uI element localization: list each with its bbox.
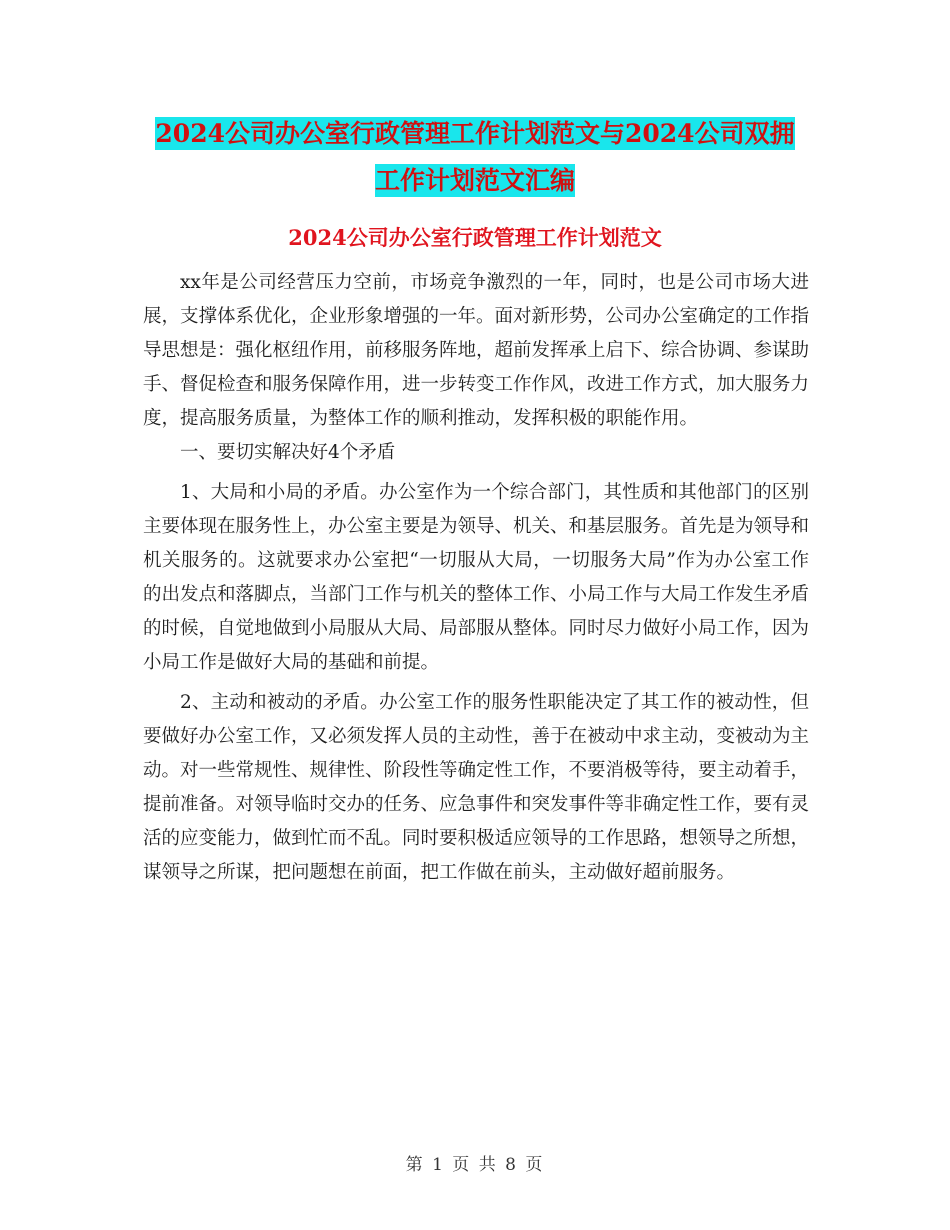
document-title-text: 2024公司办公室行政管理工作计划范文与2024公司双拥工作计划范文汇编 [155, 119, 795, 195]
page-footer: 第 1 页 共 8 页 [405, 1155, 545, 1175]
paragraph-item-2: 2、主动和被动的矛盾。办公室工作的服务性职能决定了其工作的被动性，但要做好办公室工作，又必须发挥人员的主动性，善于在被动中求主动，变被动为主动。对一些常规性、规律性、阶段性等确定性工作，不要消极等待，要主动着手，提前准备。对领导临时交办的任务、应急事件和突发事件等非确定性工作，要有灵活的应变能力，做到忙而不乱。同时要积极适应领导的工作思路，想领导之所想，谋领导之所谋，把问题想在前面，把工作做在前头，主动做好超前服务。 [143, 692, 810, 883]
section-title: 2024公司办公室行政管理工作计划范文 [288, 225, 662, 250]
paragraph-intro: xx年是公司经营压力空前，市场竞争激烈的一年，同时，也是公司市场大进展，支撑体系优化，企业形象增强的一年。面对新形势，公司办公室确定的工作指导思想是：强化枢纽作用，前移服务阵地，超前发挥承上启下、综合协调、参谋助手、督促检查和服务保障作用，进一步转变工作作风，改进工作方式，加大服务力度，提高服务质量，为整体工作的顺利推动，发挥积极的职能作用。 [143, 272, 810, 429]
document-body [143, 266, 809, 890]
paragraph-heading-1: 一、要切实解决好4个矛盾 [180, 442, 396, 463]
document-title [150, 110, 800, 204]
paragraph-item-1: 1、大局和小局的矛盾。办公室作为一个综合部门，其性质和其他部门的区别主要体现在服务性上，办公室主要是为领导、机关、和基层服务。首先是为领导和机关服务的。这就要求办公室把“一切服从大局，一切服务大局”作为办公室工作的出发点和落脚点，当部门工作与机关的整体工作、小局工作与大局工作发生矛盾的时候，自觉地做到小局服从大局、局部服从整体。同时尽力做好小局工作，因为小局工作是做好大局的基础和前提。 [143, 482, 810, 673]
